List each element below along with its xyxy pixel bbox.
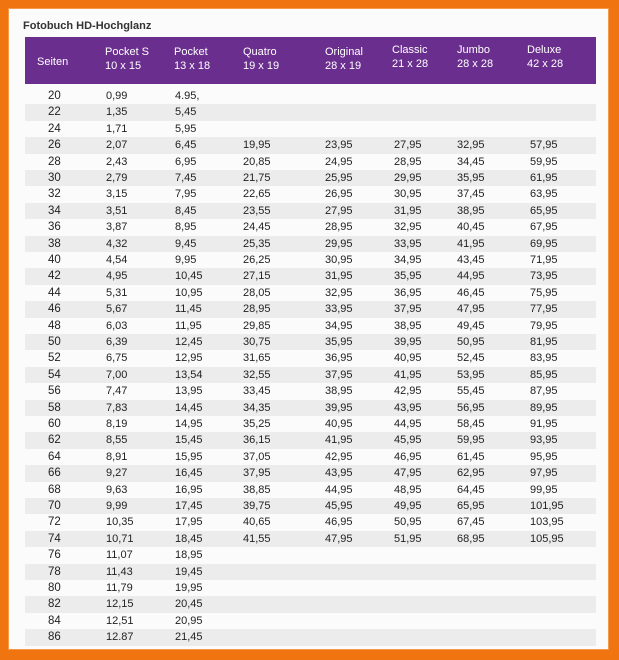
cell-jumbo: 49,45 xyxy=(457,319,485,332)
cell-original: 38,95 xyxy=(325,385,353,398)
cell-classic: 33,95 xyxy=(394,237,422,250)
cell-pocket-s: 3,15 xyxy=(106,188,128,201)
cell-quatro: 40,65 xyxy=(243,516,271,529)
cell-quatro: 24,45 xyxy=(243,221,271,234)
table-row xyxy=(25,301,596,317)
cell-deluxe: 81,95 xyxy=(530,336,558,348)
cell-seiten: 52 xyxy=(48,352,61,365)
cell-pocket-s: 7,83 xyxy=(106,401,128,414)
cell-classic: 27,95 xyxy=(394,139,422,152)
cell-deluxe: 75,95 xyxy=(530,286,558,299)
table-row xyxy=(25,564,596,580)
cell-pocket: 9,95 xyxy=(175,254,197,266)
cell-seiten: 66 xyxy=(48,467,61,480)
cell-quatro: 21,75 xyxy=(243,172,271,184)
cell-pocket-s: 6,75 xyxy=(106,352,128,365)
cell-pocket-s: 9,99 xyxy=(106,500,128,512)
cell-classic: 37,95 xyxy=(394,303,422,316)
cell-pocket-s: 1,71 xyxy=(106,122,128,135)
cell-quatro: 26,25 xyxy=(243,254,271,266)
cell-quatro: 34,35 xyxy=(243,401,271,414)
cell-jumbo: 65,95 xyxy=(457,500,485,512)
cell-seiten: 62 xyxy=(48,434,61,447)
cell-quatro: 37,95 xyxy=(243,467,271,480)
cell-deluxe: 87,95 xyxy=(530,385,558,398)
cell-pocket: 10,45 xyxy=(175,270,203,283)
cell-pocket-s: 6,39 xyxy=(106,336,128,348)
cell-seiten: 86 xyxy=(48,631,61,644)
cell-seiten: 82 xyxy=(48,598,61,611)
cell-jumbo: 35,95 xyxy=(457,172,485,184)
cell-pocket-s: 12,51 xyxy=(106,614,134,627)
cell-classic: 36,95 xyxy=(394,286,422,299)
cell-classic: 50,95 xyxy=(394,516,422,529)
cell-pocket: 20,45 xyxy=(175,598,203,611)
cell-jumbo: 50,95 xyxy=(457,336,485,348)
cell-quatro: 37,05 xyxy=(243,450,271,463)
cell-pocket: 8,95 xyxy=(175,221,197,234)
cell-pocket: 11,95 xyxy=(175,319,202,332)
cell-pocket-s: 4,54 xyxy=(106,254,128,266)
cell-original: 32,95 xyxy=(325,286,353,299)
cell-pocket-s: 8,91 xyxy=(106,450,128,463)
cell-pocket: 13,95 xyxy=(175,385,203,398)
cell-quatro: 23,55 xyxy=(243,204,271,217)
header-seiten: Seiten xyxy=(37,56,69,68)
cell-deluxe: 99,95 xyxy=(530,483,558,496)
cell-original: 34,95 xyxy=(325,319,353,332)
cell-seiten: 54 xyxy=(48,368,61,381)
table-row xyxy=(25,104,596,120)
cell-seiten: 74 xyxy=(48,532,61,545)
cell-pocket-s: 4,32 xyxy=(106,237,128,250)
cell-pocket-s: 9,63 xyxy=(106,483,128,496)
cell-pocket: 10,95 xyxy=(175,286,203,299)
cell-jumbo: 38,95 xyxy=(457,204,485,217)
cell-original: 46,95 xyxy=(325,516,353,529)
table-row xyxy=(25,383,596,399)
table-row xyxy=(25,236,596,252)
table-row xyxy=(25,498,596,514)
header-jumbo: Jumbo 28 x 28 xyxy=(457,44,494,70)
cell-jumbo: 44,95 xyxy=(457,270,485,283)
cell-seiten: 48 xyxy=(48,319,61,332)
table-row xyxy=(25,400,596,416)
cell-deluxe: 85,95 xyxy=(530,368,558,381)
cell-pocket-s: 3,51 xyxy=(106,204,128,217)
table-row xyxy=(25,432,596,448)
cell-deluxe: 69,95 xyxy=(530,237,558,250)
cell-classic: 34,95 xyxy=(394,254,422,266)
cell-pocket-s: 1,35 xyxy=(106,106,128,119)
cell-pocket: 20,95 xyxy=(175,614,203,627)
cell-deluxe: 57,95 xyxy=(530,139,558,152)
cell-pocket: 13,54 xyxy=(175,368,203,381)
cell-pocket: 5,45 xyxy=(175,106,197,119)
cell-deluxe: 101,95 xyxy=(530,500,564,512)
cell-pocket-s: 9,27 xyxy=(106,467,128,480)
cell-seiten: 40 xyxy=(48,254,61,266)
table-row xyxy=(25,219,596,235)
cell-original: 35,95 xyxy=(325,336,353,348)
cell-jumbo: 59,95 xyxy=(457,434,485,447)
cell-classic: 46,95 xyxy=(394,450,422,463)
cell-quatro: 31,65 xyxy=(243,352,271,365)
cell-classic: 41,95 xyxy=(394,368,422,381)
cell-classic: 38,95 xyxy=(394,319,422,332)
cell-pocket: 12,95 xyxy=(175,352,203,365)
cell-pocket-s: 10,35 xyxy=(106,516,134,529)
cell-classic: 47,95 xyxy=(394,467,422,480)
cell-jumbo: 47,95 xyxy=(457,303,485,316)
cell-deluxe: 79,95 xyxy=(530,319,558,332)
cell-jumbo: 56,95 xyxy=(457,401,485,414)
cell-original: 29,95 xyxy=(325,237,353,250)
cell-classic: 48,95 xyxy=(394,483,422,496)
cell-classic: 49,95 xyxy=(394,500,422,512)
cell-original: 30,95 xyxy=(325,254,353,266)
cell-seiten: 32 xyxy=(48,188,61,201)
table-row xyxy=(25,482,596,498)
cell-original: 36,95 xyxy=(325,352,353,365)
cell-pocket-s: 12.87 xyxy=(106,631,134,644)
cell-original: 39,95 xyxy=(325,401,353,414)
cell-deluxe: 91,95 xyxy=(530,418,558,430)
cell-pocket-s: 4,95 xyxy=(106,270,128,283)
table-row xyxy=(25,170,596,186)
header-deluxe: Deluxe 42 x 28 xyxy=(527,44,564,70)
cell-pocket: 4.95, xyxy=(175,90,200,102)
cell-jumbo: 37,45 xyxy=(457,188,485,201)
table-row xyxy=(25,367,596,383)
cell-pocket-s: 6,03 xyxy=(106,319,128,332)
cell-pocket-s: 8,55 xyxy=(106,434,128,447)
table-row xyxy=(25,252,596,268)
cell-classic: 35,95 xyxy=(394,270,422,283)
cell-seiten: 30 xyxy=(48,172,61,184)
cell-deluxe: 89,95 xyxy=(530,401,558,414)
cell-pocket: 6,95 xyxy=(175,155,197,168)
table-title: Fotobuch HD-Hochglanz xyxy=(23,20,152,32)
cell-jumbo: 34,45 xyxy=(457,155,485,168)
cell-seiten: 58 xyxy=(48,401,61,414)
cell-quatro: 28,95 xyxy=(243,303,271,316)
cell-jumbo: 55,45 xyxy=(457,385,485,398)
table-row xyxy=(25,137,596,153)
header-original: Original 28 x 19 xyxy=(325,46,363,72)
cell-original: 41,95 xyxy=(325,434,353,447)
cell-quatro: 30,75 xyxy=(243,336,271,348)
cell-classic: 43,95 xyxy=(394,401,422,414)
cell-classic: 28,95 xyxy=(394,155,422,168)
table-header xyxy=(25,37,596,84)
cell-quatro: 22,65 xyxy=(243,188,271,201)
table-row xyxy=(25,268,596,284)
cell-quatro: 32,55 xyxy=(243,368,271,381)
cell-seiten: 60 xyxy=(48,418,61,430)
cell-classic: 39,95 xyxy=(394,336,422,348)
cell-pocket-s: 11,07 xyxy=(106,549,133,562)
cell-classic: 40,95 xyxy=(394,352,422,365)
cell-deluxe: 83,95 xyxy=(530,352,558,365)
cell-original: 45,95 xyxy=(325,500,353,512)
header-classic: Classic 21 x 28 xyxy=(392,44,429,70)
cell-pocket: 18,45 xyxy=(175,532,203,545)
table-row xyxy=(25,334,596,350)
cell-jumbo: 40,45 xyxy=(457,221,485,234)
cell-pocket-s: 0,99 xyxy=(106,90,128,102)
cell-deluxe: 73,95 xyxy=(530,270,558,283)
table-row xyxy=(25,580,596,596)
cell-quatro: 33,45 xyxy=(243,385,271,398)
cell-original: 25,95 xyxy=(325,172,353,184)
cell-pocket-s: 2,79 xyxy=(106,172,128,184)
cell-seiten: 64 xyxy=(48,450,61,463)
cell-pocket: 15,95 xyxy=(175,450,203,463)
table-row xyxy=(25,547,596,563)
cell-pocket: 7,45 xyxy=(175,172,197,184)
cell-quatro: 28,05 xyxy=(243,286,271,299)
cell-original: 24,95 xyxy=(325,155,353,168)
header-quatro: Quatro 19 x 19 xyxy=(243,46,280,72)
cell-pocket: 12,45 xyxy=(175,336,203,348)
table-row xyxy=(25,318,596,334)
cell-original: 27,95 xyxy=(325,204,353,217)
cell-classic: 51,95 xyxy=(394,532,422,545)
cell-deluxe: 61,95 xyxy=(530,172,558,184)
cell-pocket: 11,45 xyxy=(175,303,202,316)
cell-deluxe: 71,95 xyxy=(530,254,558,266)
cell-pocket: 17,95 xyxy=(175,516,203,529)
cell-quatro: 29,85 xyxy=(243,319,271,332)
cell-pocket: 14,95 xyxy=(175,418,203,430)
cell-seiten: 76 xyxy=(48,549,61,562)
cell-original: 47,95 xyxy=(325,532,353,545)
cell-seiten: 68 xyxy=(48,483,61,496)
cell-seiten: 34 xyxy=(48,204,61,217)
cell-deluxe: 95,95 xyxy=(530,450,558,463)
cell-jumbo: 61,45 xyxy=(457,450,485,463)
cell-jumbo: 64,45 xyxy=(457,483,485,496)
cell-pocket-s: 7,47 xyxy=(106,385,128,398)
cell-pocket: 18,95 xyxy=(175,549,203,562)
cell-jumbo: 58,45 xyxy=(457,418,485,430)
cell-quatro: 19,95 xyxy=(243,139,271,152)
cell-quatro: 27,15 xyxy=(243,270,271,283)
cell-jumbo: 32,95 xyxy=(457,139,485,152)
cell-jumbo: 67,45 xyxy=(457,516,485,529)
cell-classic: 45,95 xyxy=(394,434,422,447)
table-row xyxy=(25,154,596,170)
cell-quatro: 41,55 xyxy=(243,532,271,545)
cell-classic: 30,95 xyxy=(394,188,422,201)
cell-deluxe: 97,95 xyxy=(530,467,558,480)
cell-jumbo: 53,95 xyxy=(457,368,485,381)
cell-classic: 29,95 xyxy=(394,172,422,184)
cell-seiten: 42 xyxy=(48,270,61,283)
cell-pocket-s: 11,79 xyxy=(106,582,133,594)
cell-pocket: 16,95 xyxy=(175,483,203,496)
table-row xyxy=(25,88,596,104)
cell-original: 40,95 xyxy=(325,418,353,430)
table-row xyxy=(25,285,596,301)
cell-seiten: 26 xyxy=(48,139,61,152)
cell-pocket-s: 8,19 xyxy=(106,418,128,430)
cell-classic: 44,95 xyxy=(394,418,422,430)
cell-pocket: 14,45 xyxy=(175,401,203,414)
table-row xyxy=(25,449,596,465)
cell-quatro: 35,25 xyxy=(243,418,271,430)
cell-seiten: 24 xyxy=(48,122,61,135)
header-pocket: Pocket 13 x 18 xyxy=(174,46,211,72)
cell-quatro: 20,85 xyxy=(243,155,271,168)
table-row xyxy=(25,350,596,366)
cell-pocket: 8,45 xyxy=(175,204,197,217)
cell-deluxe: 77,95 xyxy=(530,303,558,316)
cell-original: 33,95 xyxy=(325,303,353,316)
table-row xyxy=(25,613,596,629)
cell-quatro: 36,15 xyxy=(243,434,271,447)
cell-deluxe: 103,95 xyxy=(530,516,564,529)
cell-original: 44,95 xyxy=(325,483,353,496)
cell-jumbo: 46,45 xyxy=(457,286,485,299)
cell-classic: 31,95 xyxy=(394,204,422,217)
cell-original: 26,95 xyxy=(325,188,353,201)
cell-pocket: 17,45 xyxy=(175,500,203,512)
cell-seiten: 56 xyxy=(48,385,61,398)
cell-original: 31,95 xyxy=(325,270,353,283)
cell-pocket-s: 11,43 xyxy=(106,565,133,578)
table-row xyxy=(25,465,596,481)
cell-original: 42,95 xyxy=(325,450,353,463)
cell-jumbo: 68,95 xyxy=(457,532,485,545)
table-row xyxy=(25,531,596,547)
table-row xyxy=(25,203,596,219)
cell-pocket-s: 12,15 xyxy=(106,598,134,611)
cell-seiten: 50 xyxy=(48,336,61,348)
cell-seiten: 72 xyxy=(48,516,61,529)
cell-pocket: 7,95 xyxy=(175,188,197,201)
table-row xyxy=(25,186,596,202)
cell-pocket-s: 2,43 xyxy=(106,155,128,168)
cell-pocket-s: 10,71 xyxy=(106,532,134,545)
cell-seiten: 84 xyxy=(48,614,61,627)
cell-deluxe: 67,95 xyxy=(530,221,558,234)
cell-pocket-s: 5,31 xyxy=(106,286,128,299)
cell-pocket: 19,45 xyxy=(175,565,203,578)
cell-pocket-s: 7,00 xyxy=(106,368,128,381)
cell-pocket: 19,95 xyxy=(175,582,203,594)
cell-seiten: 28 xyxy=(48,155,61,168)
table-row xyxy=(25,596,596,612)
cell-jumbo: 62,95 xyxy=(457,467,485,480)
cell-pocket-s: 5,67 xyxy=(106,303,128,316)
cell-original: 23,95 xyxy=(325,139,353,152)
cell-seiten: 44 xyxy=(48,286,61,299)
table-row xyxy=(25,121,596,137)
cell-seiten: 22 xyxy=(48,106,61,119)
cell-deluxe: 59,95 xyxy=(530,155,558,168)
cell-jumbo: 43,45 xyxy=(457,254,485,266)
cell-pocket-s: 2,07 xyxy=(106,139,128,152)
cell-classic: 42,95 xyxy=(394,385,422,398)
cell-pocket-s: 3,87 xyxy=(106,221,128,234)
cell-pocket: 15,45 xyxy=(175,434,203,447)
cell-seiten: 46 xyxy=(48,303,61,316)
table-row xyxy=(25,416,596,432)
cell-classic: 32,95 xyxy=(394,221,422,234)
cell-quatro: 25,35 xyxy=(243,237,271,250)
cell-seiten: 38 xyxy=(48,237,61,250)
cell-quatro: 39,75 xyxy=(243,500,271,512)
cell-original: 43,95 xyxy=(325,467,353,480)
cell-pocket: 6,45 xyxy=(175,139,197,152)
cell-seiten: 80 xyxy=(48,582,61,594)
cell-deluxe: 105,95 xyxy=(530,532,564,545)
cell-pocket: 9,45 xyxy=(175,237,197,250)
cell-seiten: 78 xyxy=(48,565,61,578)
header-pocket-s: Pocket S 10 x 15 xyxy=(105,46,150,72)
table-row xyxy=(25,514,596,530)
cell-seiten: 70 xyxy=(48,500,61,512)
cell-seiten: 20 xyxy=(48,90,61,102)
cell-jumbo: 52,45 xyxy=(457,352,485,365)
cell-jumbo: 41,95 xyxy=(457,237,485,250)
price-table-card xyxy=(8,8,609,650)
cell-original: 37,95 xyxy=(325,368,353,381)
cell-pocket: 16,45 xyxy=(175,467,203,480)
cell-original: 28,95 xyxy=(325,221,353,234)
cell-deluxe: 93,95 xyxy=(530,434,558,447)
cell-deluxe: 65,95 xyxy=(530,204,558,217)
cell-quatro: 38,85 xyxy=(243,483,271,496)
cell-pocket: 5,95 xyxy=(175,122,197,135)
cell-deluxe: 63,95 xyxy=(530,188,558,201)
cell-seiten: 36 xyxy=(48,221,61,234)
cell-pocket: 21,45 xyxy=(175,631,203,644)
table-row xyxy=(25,629,596,645)
